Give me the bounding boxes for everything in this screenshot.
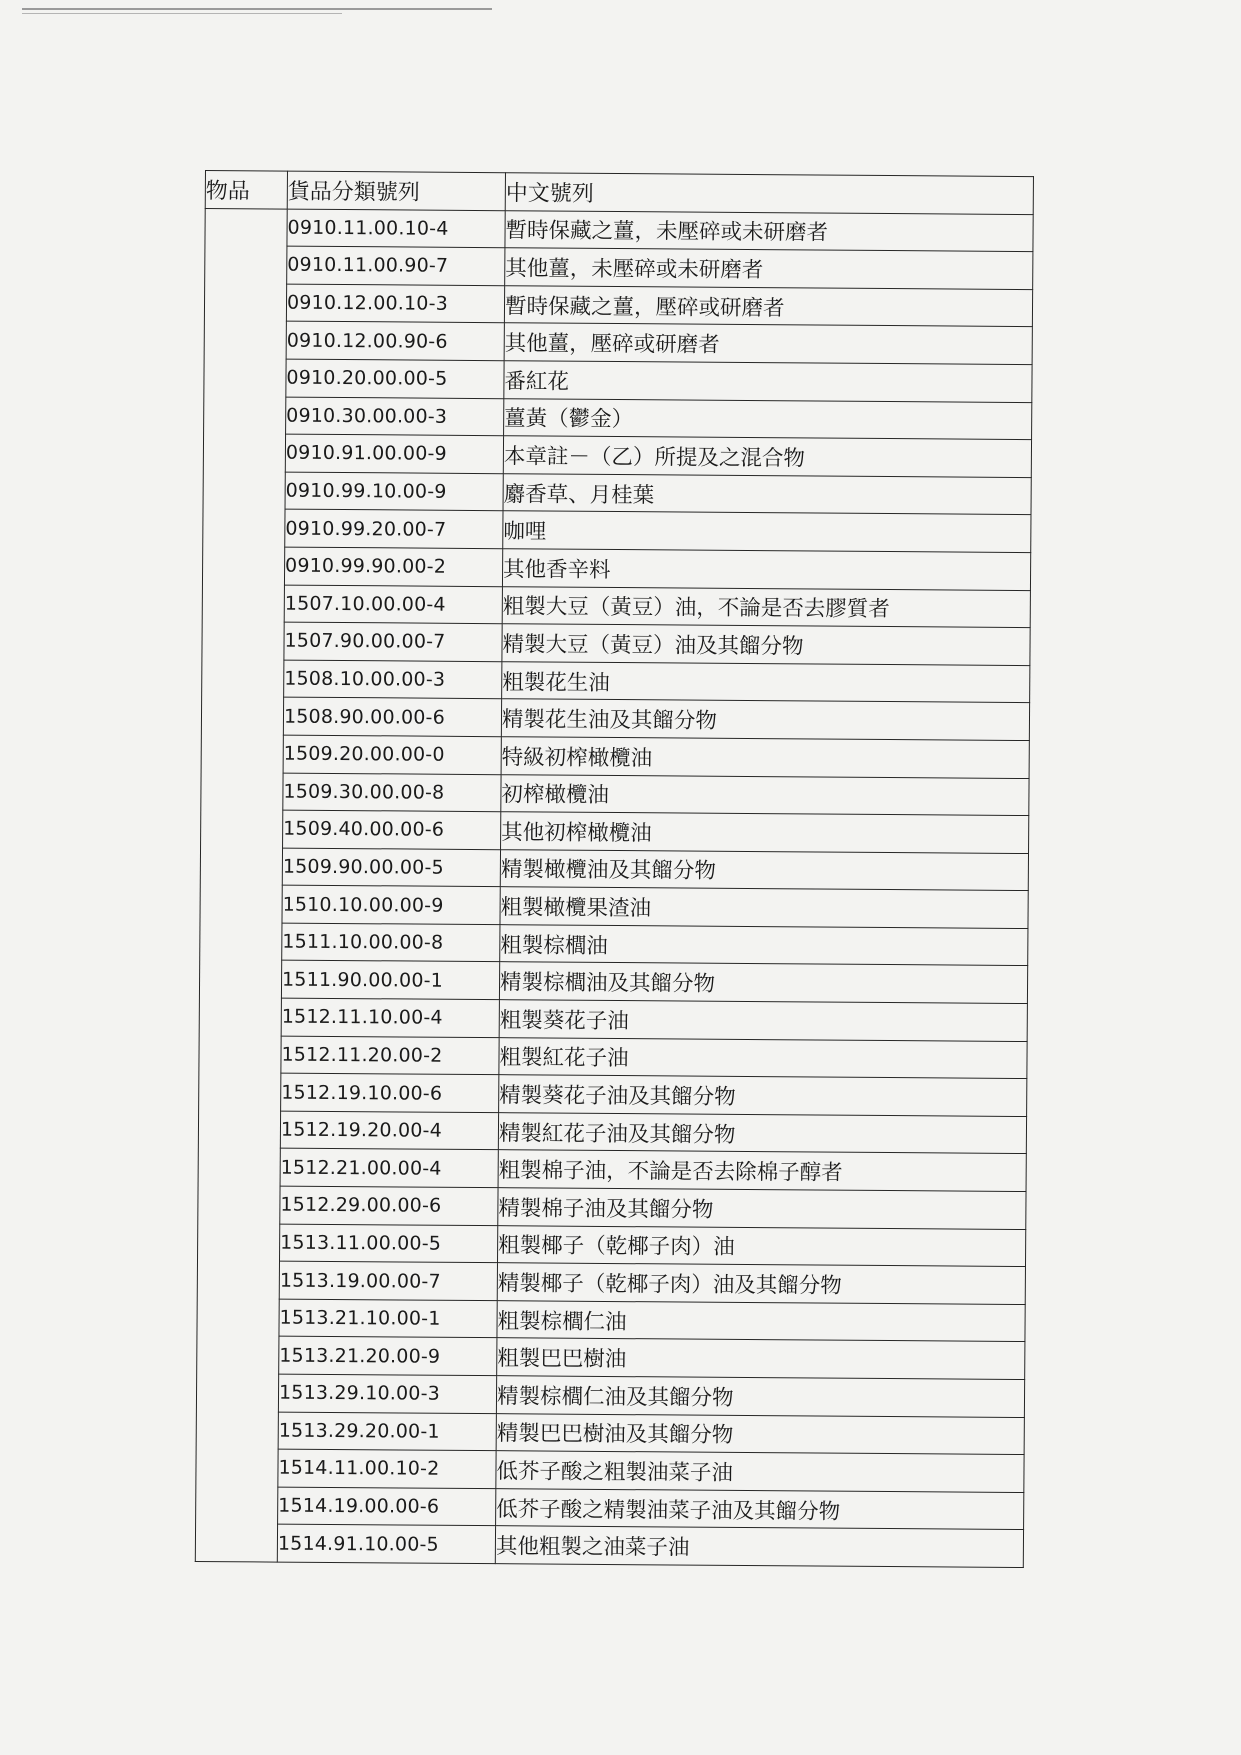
scan-edge-line [22,8,492,10]
tariff-code-cell: 1513.21.10.00-1 [279,1299,497,1338]
table-row [200,885,1028,929]
tariff-code-cell: 1509.30.00.00-8 [283,773,501,812]
table-row [204,396,1032,440]
chinese-description-cell: 暫時保藏之薑，壓碎或研磨者 [504,285,1032,326]
tariff-code-cell: 1511.90.00.00-1 [281,961,499,1000]
chinese-description-cell: 粗製椰子（乾椰子肉）油 [497,1225,1025,1266]
tariff-code-cell: 1509.90.00.00-5 [282,848,500,887]
table-row [202,659,1030,703]
table-row [203,509,1031,553]
table-row [201,697,1029,741]
table-row [201,734,1029,778]
tariff-code-cell: 1513.19.00.00-7 [279,1261,497,1300]
chinese-description-cell: 其他粗製之油菜子油 [495,1526,1023,1567]
tariff-code-cell: 1513.21.20.00-9 [279,1336,497,1375]
tariff-code-cell: 0910.12.00.90-6 [286,321,504,360]
chinese-description-cell: 其他初榨橄欖油 [501,812,1029,853]
chinese-description-cell: 其他薑，未壓碎或未研磨者 [505,248,1033,289]
table-header-row [205,171,1033,215]
chinese-description-cell: 精製棕櫚油及其餾分物 [499,962,1027,1003]
table-row [198,1186,1026,1230]
chinese-description-cell: 精製棉子油及其餾分物 [498,1188,1026,1229]
tariff-code-cell: 1514.19.00.00-6 [278,1487,496,1526]
chinese-description-cell: 粗製橄欖果渣油 [500,887,1028,928]
table-row [197,1298,1025,1342]
table-row [198,1148,1026,1192]
tariff-code-cell: 1514.91.10.00-5 [277,1524,495,1563]
chinese-description-cell: 特級初榨橄欖油 [501,737,1029,778]
tariff-code-cell: 0910.99.20.00-7 [285,509,503,548]
chinese-description-cell: 精製椰子（乾椰子肉）油及其餾分物 [497,1263,1025,1304]
tariff-code-cell: 0910.12.00.10-3 [286,284,504,323]
tariff-code-cell: 1512.21.00.00-4 [280,1149,498,1188]
scan-edge-line-secondary [22,13,342,14]
chinese-description-cell: 粗製棕櫚油 [500,925,1028,966]
table-row [199,960,1027,1004]
header-item: 物品 [205,171,287,209]
tariff-code-cell: 1507.10.00.00-4 [284,585,502,624]
table-row [201,772,1029,816]
tariff-code-cell: 0910.30.00.00-3 [286,397,504,436]
tariff-code-cell: 0910.99.90.00-2 [284,547,502,586]
tariff-code-cell: 1514.11.00.10-2 [278,1449,496,1488]
table-row [199,1035,1027,1079]
chinese-description-cell: 精製葵花子油及其餾分物 [499,1075,1027,1116]
table-row [200,922,1028,966]
table-row [196,1411,1024,1455]
chinese-description-cell: 精製花生油及其餾分物 [501,699,1029,740]
tariff-code-cell: 1508.10.00.00-3 [284,660,502,699]
tariff-code-cell: 1513.11.00.00-5 [280,1224,498,1263]
chinese-description-cell: 粗製巴巴樹油 [497,1338,1025,1379]
chinese-description-cell: 粗製棕櫚仁油 [497,1300,1025,1341]
table-row [196,1486,1024,1530]
commodity-table-container [195,170,1034,1568]
chinese-description-cell: 精製巴巴樹油及其餾分物 [496,1413,1024,1454]
chinese-description-cell: 薑黃（鬱金） [504,398,1032,439]
table-row [202,584,1030,628]
chinese-description-cell: 粗製紅花子油 [499,1037,1027,1078]
tariff-code-cell: 1512.19.10.00-6 [281,1073,499,1112]
table-row [196,1449,1024,1493]
tariff-code-cell: 1509.40.00.00-6 [283,810,501,849]
tariff-code-cell: 1510.10.00.00-9 [282,885,500,924]
chinese-description-cell: 精製橄欖油及其餾分物 [500,849,1028,890]
tariff-code-cell: 0910.20.00.00-5 [286,359,504,398]
tariff-code-cell: 1512.19.20.00-4 [280,1111,498,1150]
chinese-description-cell: 粗製棉子油，不論是否去除棉子醇者 [498,1150,1026,1191]
table-row [200,847,1028,891]
table-row [198,1223,1026,1267]
tariff-code-cell: 1513.29.20.00-1 [278,1412,496,1451]
table-row [199,1073,1027,1117]
chinese-description-cell: 精製棕櫚仁油及其餾分物 [496,1376,1024,1417]
tariff-code-cell: 1513.29.10.00-3 [278,1374,496,1413]
table-row [205,208,1033,252]
table-row [205,246,1033,290]
table-row [195,1524,1023,1568]
table-row [204,358,1032,402]
table-row [203,434,1031,478]
table-row [203,471,1031,515]
chinese-description-cell: 咖哩 [503,511,1031,552]
tariff-code-cell: 1507.90.00.00-7 [284,622,502,661]
chinese-description-cell: 番紅花 [504,361,1032,402]
table-row [199,998,1027,1042]
chinese-description-cell: 精製大豆（黃豆）油及其餾分物 [502,624,1030,665]
chinese-description-cell: 暫時保藏之薑，未壓碎或未研磨者 [505,210,1033,251]
tariff-code-cell: 1511.10.00.00-8 [282,923,500,962]
chinese-description-cell: 粗製葵花子油 [499,1000,1027,1041]
tariff-code-cell: 0910.11.00.10-4 [287,209,505,248]
tariff-code-cell: 0910.91.00.00-9 [285,434,503,473]
table-row [201,810,1029,854]
tariff-code-cell: 1512.11.20.00-2 [281,1036,499,1075]
tariff-code-cell: 1512.11.10.00-4 [281,998,499,1037]
table-row [202,546,1030,590]
table-row [202,622,1030,666]
chinese-description-cell: 精製紅花子油及其餾分物 [498,1113,1026,1154]
table-row [197,1261,1025,1305]
tariff-code-cell: 1512.29.00.00-6 [280,1186,498,1225]
item-cell [195,208,287,1562]
header-description: 中文號列 [505,173,1033,214]
commodity-code-table [195,170,1034,1568]
chinese-description-cell: 低芥子酸之粗製油菜子油 [496,1451,1024,1492]
chinese-description-cell: 其他香辛料 [502,549,1030,590]
chinese-description-cell: 麝香草、月桂葉 [503,473,1031,514]
chinese-description-cell: 低芥子酸之精製油菜子油及其餾分物 [496,1488,1024,1529]
table-row [204,283,1032,327]
tariff-code-cell: 0910.99.10.00-9 [285,472,503,511]
header-code: 貨品分類號列 [287,171,505,210]
chinese-description-cell: 本章註－（乙）所提及之混合物 [503,436,1031,477]
chinese-description-cell: 粗製花生油 [502,661,1030,702]
tariff-code-cell: 1509.20.00.00-0 [283,735,501,774]
chinese-description-cell: 其他薑，壓碎或研磨者 [504,323,1032,364]
table-body [195,208,1033,1567]
table-row [196,1373,1024,1417]
table-row [198,1110,1026,1154]
table-row [204,321,1032,365]
table-row [197,1336,1025,1380]
chinese-description-cell: 初榨橄欖油 [501,774,1029,815]
tariff-code-cell: 1508.90.00.00-6 [283,697,501,736]
chinese-description-cell: 粗製大豆（黃豆）油，不論是否去膠質者 [502,586,1030,627]
tariff-code-cell: 0910.11.00.90-7 [287,246,505,285]
